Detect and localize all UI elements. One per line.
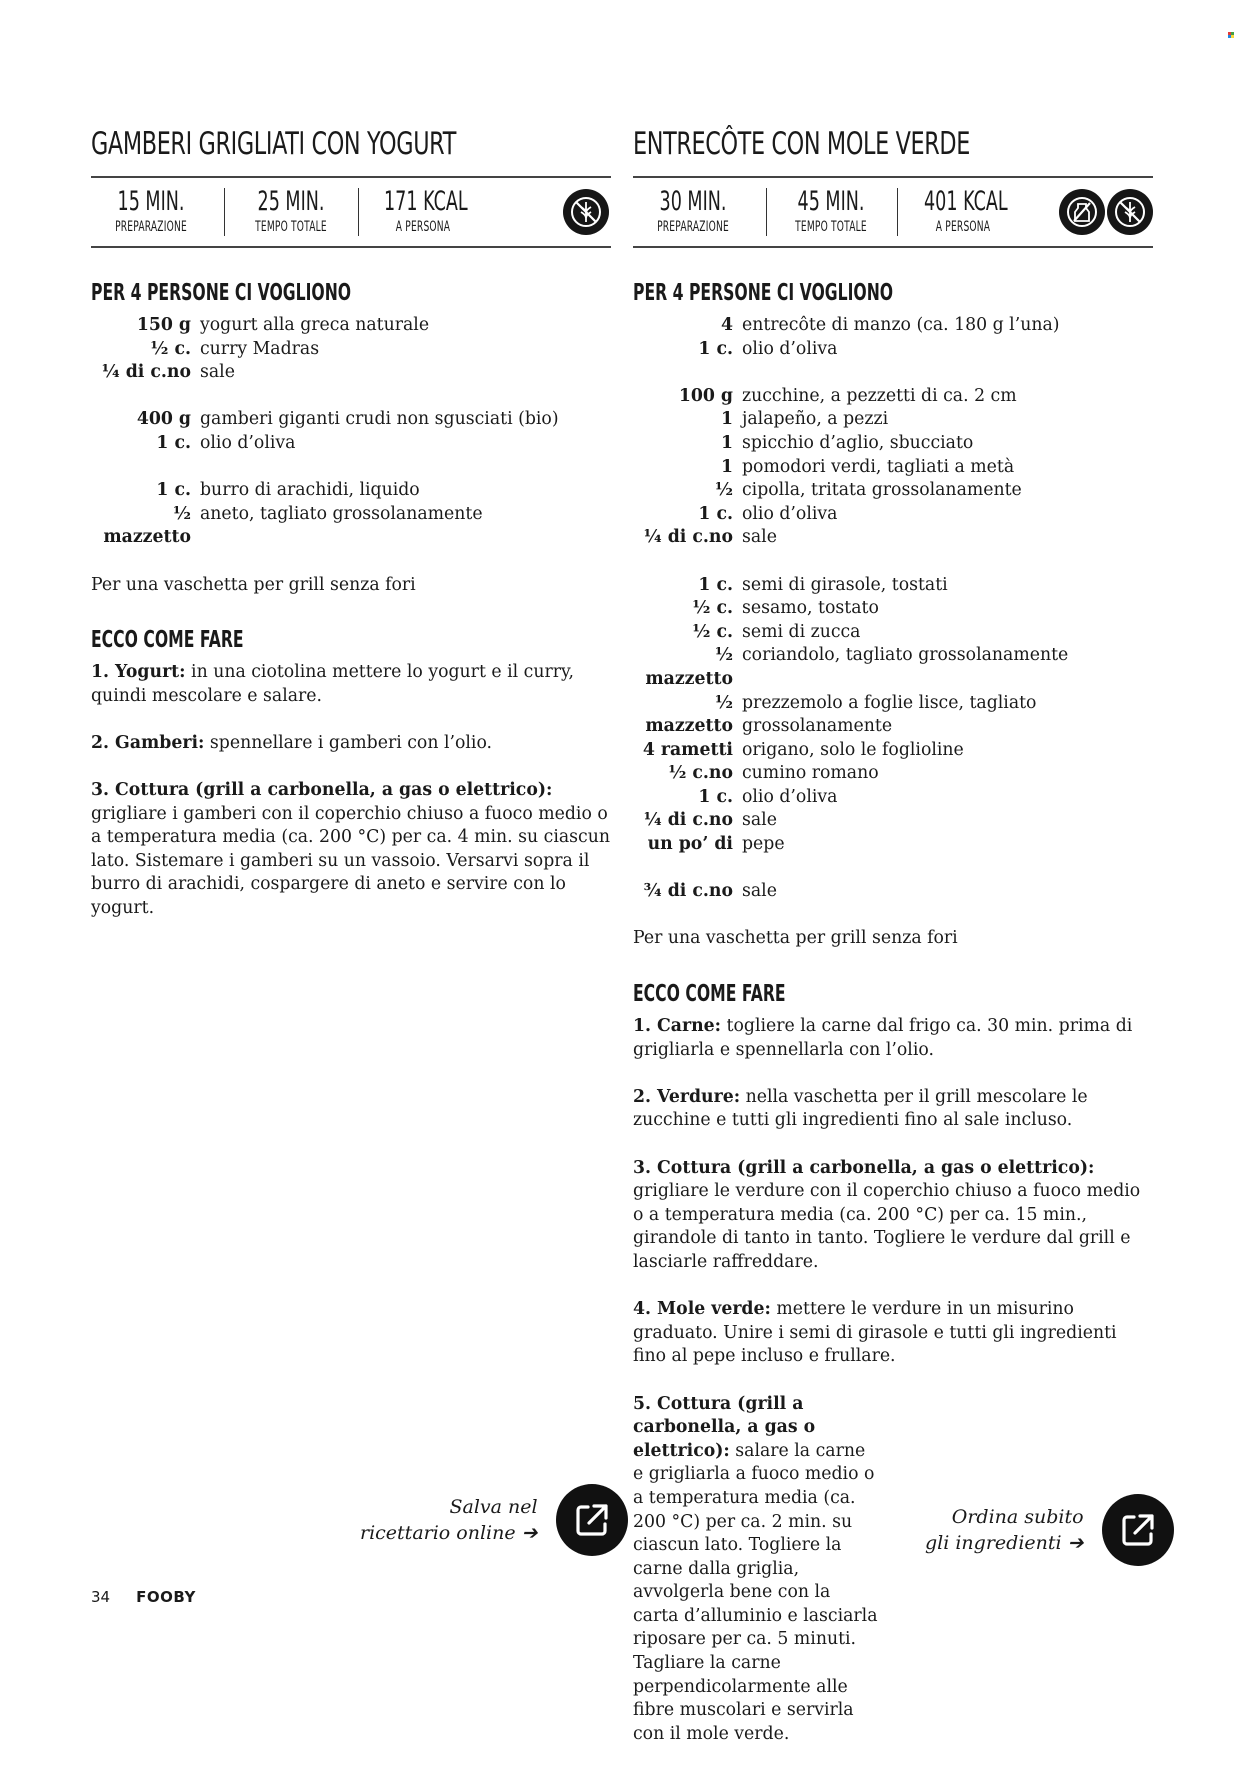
ingredient-desc: coriandolo, tagliato grossolanamente [742,645,1069,666]
stat-calories [903,186,1023,236]
ingredient-row [91,479,611,503]
ingredient-row [633,526,1153,550]
step-text: grigliare le verdure con il coperchio chiuso a fuoco medio o a temperatura media (ca. 200 °C) per ca. 15 min., girandole di tanto in tanto. Togliere le verdure dal grill e lasciarle raffreddare. [633,1181,1141,1272]
step-label: 1. Carne: [633,1016,722,1037]
step-text: spennellare i gamberi con l’olio. [204,732,493,753]
step-label: 2. Gamberi: [91,732,205,753]
ingredient-qty: 4 [720,315,733,335]
ingredient-qty: 1 [720,409,733,430]
ingredient-row [633,644,1153,691]
ingredient-qty: 1 c. [698,503,733,524]
stat-value: 45 MIN. [797,186,865,217]
ingredient-desc: aneto, tagliato grossolanamente [200,503,483,524]
ingredient-row [633,574,1153,598]
equipment-note: Per una vaschetta per grill senza fori [633,928,958,949]
method-step [633,1393,878,1747]
step-label: 3. Cottura (grill a carbonella, a gas o elettrico): [633,1157,1095,1178]
method-step [633,1086,1153,1133]
ingredient-list [91,314,611,597]
ingredient-row [633,880,1153,904]
ingredient-desc: burro di arachidi, liquido [200,480,420,501]
ingredient-qty: ½ c. [692,621,733,642]
ingredient-row [633,338,1153,362]
step-text: mettere le verdure in un misurino graduato. Unire i semi di girasole e tutti gli ingredienti fino al pepe incluso e frullare. [633,1299,1117,1367]
stat-preparation [91,186,211,236]
ingredient-desc: olio d’oliva [742,338,838,359]
ingredient-row [633,833,1153,857]
ingredient-desc: jalapeño, a pezzi [742,409,889,430]
save-recipe-cta[interactable] [360,1484,628,1556]
stat-value: 171 KCAL [384,186,468,217]
method-step [91,732,611,756]
ingredient-row [91,408,611,432]
ingredients-heading: PER 4 PERSONE CI VOGLIONO [91,280,352,306]
recipe-title: ENTRECÔTE CON MOLE VERDE [633,126,970,162]
method-step [91,779,611,921]
divider [897,188,898,236]
ingredient-row [633,786,1153,810]
stat-calories [363,186,483,236]
ingredient-desc: semi di girasole, tostati [742,574,948,595]
ingredient-qty: 1 c. [698,574,733,595]
ingredient-row [633,762,1153,786]
ingredient-desc: origano, solo le foglioline [742,739,964,760]
color-mark-icon [1228,32,1234,38]
step-text: grigliare i gamberi con il coperchio chiuso a fuoco medio o a temperatura media (ca. 200 °C) per ca. 4 min. su ciascun lato. Sistemare i gamberi su un vassoio. Versarvi sopra il burro di arachidi, cospargere di aneto e servire con lo yogurt. [91,803,610,919]
ingredient-row [633,692,1153,739]
ingredient-row [633,479,1153,503]
ingredient-row [91,314,611,338]
ingredient-row [633,432,1153,456]
ingredient-qty: ¼ di c.no [643,810,733,831]
ingredient-qty: ½ [714,480,733,501]
ingredient-qty: 1 c. [698,786,733,807]
ingredient-row [633,385,1153,409]
method-step [91,661,611,708]
ingredient-desc: olio d’oliva [742,503,838,524]
external-link-icon[interactable] [556,1484,628,1556]
ingredient-row [633,621,1153,645]
divider [224,188,225,236]
ingredient-list [633,314,1153,951]
step-text: salare la carne e grigliarla a fuoco medio o a temperatura media (ca. 200 °C) per ca. 2 min. su ciascun lato. Togliere la carne dalla griglia, avvolgerla bene con la carta d’alluminio e lasciarla riposare per ca. 5 minuti. Tagliare la carne perpendicolarmente alle fibre muscolari e servirla con il mole verde. [633,1440,878,1744]
ingredients-heading: PER 4 PERSONE CI VOGLIONO [633,280,894,306]
stat-label: TEMPO TOTALE [255,219,327,235]
ingredient-qty: ¼ di c.no [643,527,733,548]
ingredient-qty: ½ mazzetto [645,692,733,737]
ingredient-row [633,408,1153,432]
gluten-free-icon [563,189,609,235]
ingredient-qty: ½ c. [150,338,191,359]
stat-label: PREPARAZIONE [115,219,187,235]
ingredient-desc: spicchio d’aglio, sbucciato [742,432,974,453]
method-step [633,1015,1153,1062]
ingredient-row [91,432,611,456]
ingredient-desc: zucchine, a pezzetti di ca. 2 cm [742,385,1017,406]
ingredient-desc: sale [742,881,777,902]
ingredient-desc: cumino romano [742,763,879,784]
recipe-info-bar [91,176,611,248]
divider [766,188,767,236]
cta-label: Salva nel ricettario online ➔ [360,1496,538,1544]
stat-total-time [771,186,891,236]
order-ingredients-cta[interactable] [925,1494,1174,1566]
ingredient-desc: sale [742,527,777,548]
method-heading: ECCO COME FARE [91,627,244,654]
stat-label: A PERSONA [395,219,451,235]
ingredient-qty: 1 c. [156,432,191,453]
stat-total-time [231,186,351,236]
stat-value: 25 MIN. [257,186,325,217]
stat-value: 15 MIN. [117,186,185,217]
ingredient-qty: 1 [720,456,733,477]
recipe-left [91,118,611,944]
ingredient-desc: cipolla, tritata grossolanamente [742,480,1022,501]
ingredient-row [633,739,1153,763]
stat-label: TEMPO TOTALE [795,219,867,235]
ingredient-row [91,503,611,550]
step-label: 4. Mole verde: [633,1299,771,1320]
lactose-free-icon [1059,189,1105,235]
ingredient-qty: ½ mazzetto [103,503,191,548]
ingredient-qty: ¼ di c.no [101,362,191,383]
page-footer [91,1588,196,1606]
ingredient-desc: curry Madras [200,338,320,359]
equipment-note: Per una vaschetta per grill senza fori [91,574,416,595]
ingredient-desc: olio d’oliva [200,432,296,453]
ingredient-qty: 400 g [136,409,191,430]
step-label: 2. Verdure: [633,1086,741,1107]
step-text: in una ciotolina mettere lo yogurt e il curry, quindi mescolare e salare. [91,662,574,706]
recipe-info-bar [633,176,1153,248]
ingredient-row [633,503,1153,527]
ingredient-qty: ½ mazzetto [645,645,733,689]
method-steps [633,1015,1153,1746]
method-step [633,1157,1153,1275]
ingredient-desc: olio d’oliva [742,786,838,807]
stat-label: A PERSONA [935,219,991,235]
ingredient-desc: pepe [742,834,785,855]
ingredient-qty: 1 c. [156,480,191,501]
external-link-icon[interactable] [1102,1494,1174,1566]
brand-name: FOOBY [136,1588,196,1606]
step-label: 5. Cottura (grill a carbonella, a gas o elettrico): [633,1393,816,1461]
ingredient-desc: pomodori verdi, tagliati a metà [742,456,1015,477]
method-heading: ECCO COME FARE [633,981,786,1008]
stat-preparation [633,186,753,236]
ingredient-desc: sesamo, tostato [742,598,879,619]
ingredient-qty: ½ c. [692,598,733,619]
ingredient-desc: prezzemolo a foglie lisce, tagliato grossolanamente [742,692,1037,737]
stat-value: 401 KCAL [924,186,1008,217]
step-label: 3. Cottura (grill a carbonella, a gas o elettrico): [91,780,553,801]
page-number: 34 [91,1588,111,1606]
ingredient-row [633,809,1153,833]
step-text: nella vaschetta per il grill mescolare le zucchine e tutti gli ingredienti fino al sale incluso. [633,1086,1088,1131]
ingredient-qty: ¾ di c.no [643,881,733,902]
ingredient-row [633,597,1153,621]
ingredient-row [633,314,1153,338]
ingredient-qty: un po’ di [647,834,733,855]
method-steps [91,661,611,921]
stat-value: 30 MIN. [659,186,727,217]
ingredient-row [91,361,611,385]
ingredient-qty: 150 g [136,315,191,335]
recipe-title: GAMBERI GRIGLIATI CON YOGURT [91,126,456,162]
ingredient-desc: entrecôte di manzo (ca. 180 g l’una) [742,315,1060,335]
ingredient-desc: gamberi giganti crudi non sgusciati (bio) [200,409,559,430]
ingredient-desc: yogurt alla greca naturale [200,315,430,335]
ingredient-desc: sale [742,810,777,831]
stat-label: PREPARAZIONE [657,219,729,235]
ingredient-qty: ½ c.no [668,763,733,784]
step-text: togliere la carne dal frigo ca. 30 min. prima di grigliarla e spennellarla con l’olio. [633,1016,1133,1060]
ingredient-row [633,456,1153,480]
step-label: 1. Yogurt: [91,662,186,683]
divider [358,188,359,236]
ingredient-row [91,338,611,362]
ingredient-qty: 1 [720,432,733,453]
cta-label: Ordina subito gli ingredienti ➔ [925,1506,1084,1554]
ingredient-qty: 4 rametti [642,739,733,760]
method-step [633,1298,1153,1369]
ingredient-qty: 1 c. [698,338,733,359]
ingredient-desc: semi di zucca [742,621,861,642]
ingredient-qty: 100 g [678,385,733,406]
gluten-free-icon [1107,189,1153,235]
ingredient-desc: sale [200,362,235,383]
